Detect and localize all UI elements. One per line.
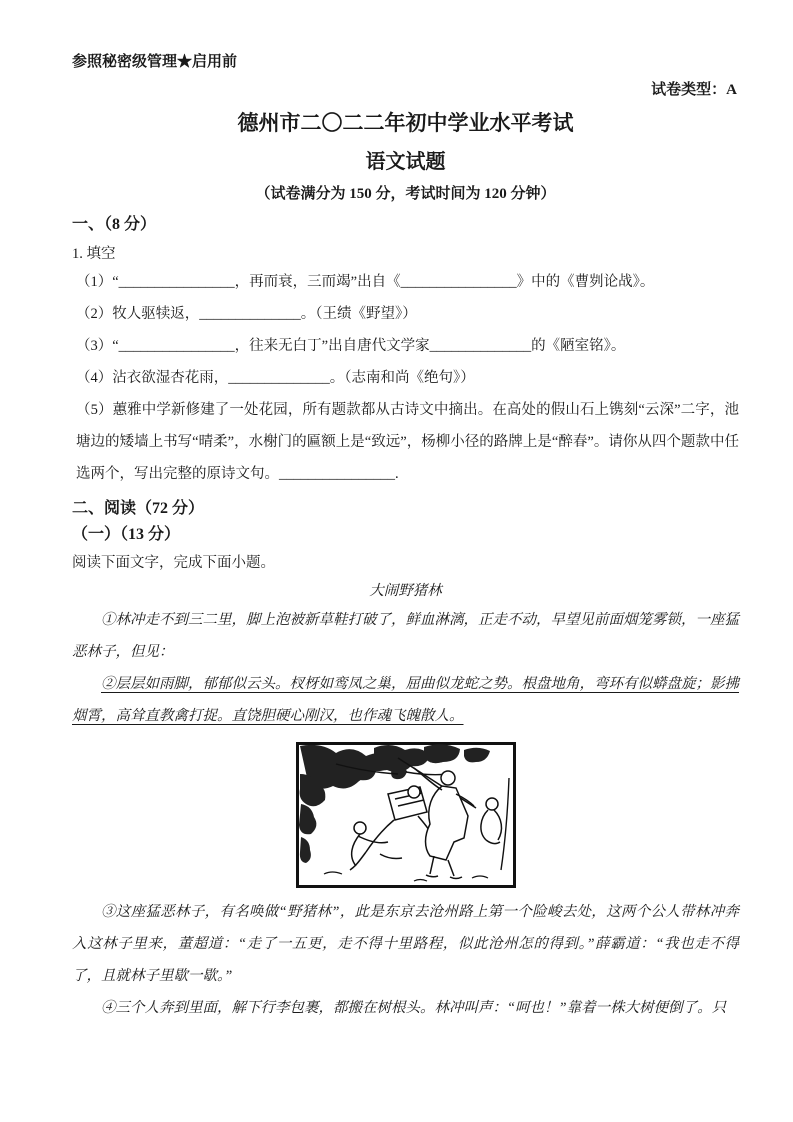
question-one-label: 1. 填空 [72, 246, 116, 262]
exam-note: （试卷满分为 150 分，考试时间为 120 分钟） [255, 186, 556, 202]
subsection-one-heading: （一）（13 分） [72, 526, 181, 543]
security-notice: 参照秘密级管理★启用前 [72, 54, 238, 70]
paper-type-row [72, 80, 739, 100]
passage-figure-block [72, 742, 739, 888]
fill-blank-item-5: （5）蕙雅中学新修建了一处花园，所有题款都从古诗文中摘出。在高处的假山石上镌刻“云深”二字，池塘边的矮墙上书写“晴柔”，水榭门的匾额上是“致远”，杨柳小径的路牌上是“醉春”。请你从四个题款中任选两个，写出完整的原诗文句。________________. [76, 402, 739, 482]
fill-blank-item-2: （2）牧人驱犊返，______________。（王绩《野望》） [76, 306, 417, 322]
paper-type-label: 试卷类型：A [651, 82, 737, 98]
passage-paragraph-3: ③这座猛恶林子，有名唤做“野猪林”，此是东京去沧州路上第一个险峻去处，这两个公人带林冲奔入这林子里来，董超道：“走了一五更，走不得十里路程，似此沧州怎的得到。”薛霸道：“我也走不得了，且就林子里歇一歇。” [72, 904, 739, 984]
passage-paragraph-4: ④三个人奔到里面，解下行李包裹，都搬在树根头。林冲叫声：“呵也！”靠着一株大树便倒了。只 [101, 1000, 727, 1016]
section-two-heading: 二、阅读（72 分） [72, 500, 205, 517]
exam-title: 德州市二〇二二年初中学业水平考试 [237, 111, 574, 135]
fill-blank-item-4: （4）沾衣欲湿杏花雨，______________。（志南和尚《绝句》） [76, 370, 475, 386]
fill-blank-item-1: （1）“________________，再而衰，三而竭”出自《________________》中的《曹刿论战》。 [76, 274, 655, 290]
section-one-heading: 一、（8 分） [72, 216, 157, 233]
passage-paragraph-2-wrap [72, 668, 739, 732]
woodcut-illustration [296, 742, 516, 888]
fill-blank-item-3: （3）“________________，往来无白丁”出自唐代文学家______________的《陋室铭》。 [76, 338, 626, 354]
passage-paragraph-2-underlined: ②层层如雨脚，郁郁似云头。杈枒如鸾凤之巢，屈曲似龙蛇之势。根盘地角，弯环有似蟒盘旋；影拂烟霄，高耸直教禽打捉。直饶胆硬心刚汉，也作魂飞魄散人。 [72, 676, 739, 724]
subject-title: 语文试题 [365, 151, 446, 173]
passage-title: 大闹野猪林 [369, 583, 442, 599]
reading-instruction: 阅读下面文字，完成下面小题。 [72, 555, 275, 571]
passage-paragraph-1: ①林冲走不到三二里，脚上泡被新草鞋打破了，鲜血淋漓，正走不动，早望见前面烟笼雾锁，一座猛恶林子，但见： [72, 612, 739, 660]
